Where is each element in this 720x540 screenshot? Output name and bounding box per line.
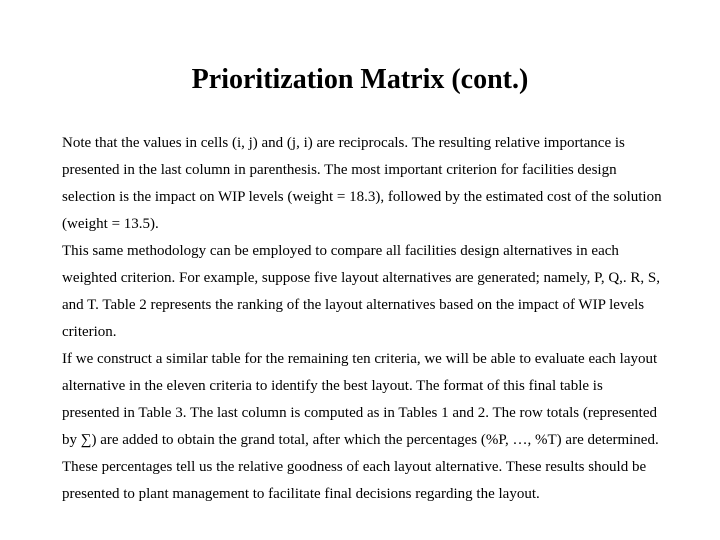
paragraph-methodology: This same methodology can be employed to compare all facilities design alternatives in each weighted criterion. For example, suppose five layout alternatives are generated; namely, P, Q,. R, S, and T. Table 2 represents the ranking of the layout alternatives based on the impact of WIP levels criterion. (62, 243, 661, 340)
slide-body (62, 130, 662, 508)
paragraph-final-table: If we construct a similar table for the remaining ten criteria, we will be able to evaluate each layout alternative in the eleven criteria to identify the best layout. The format of this final table is presented in Table 3. The last column is computed as in Tables 1 and 2. The row totals (represented by ∑) are added to obtain the grand total, after which the percentages (%P, …, %T) are determined. These percentages tell us the relative goodness of each layout alternative. These results should be presented to plant management to facilitate final decisions regarding the layout. (62, 351, 659, 502)
paragraph-reciprocals: Note that the values in cells (i, j) and (j, i) are reciprocals. The resulting relative importance is presented in the last column in parenthesis. The most important criterion for facilities design selection is the impact on WIP levels (weight = 18.3), followed by the estimated cost of the solution (weight = 13.5). (62, 135, 662, 232)
slide-title: Prioritization Matrix (cont.) (191, 64, 529, 95)
